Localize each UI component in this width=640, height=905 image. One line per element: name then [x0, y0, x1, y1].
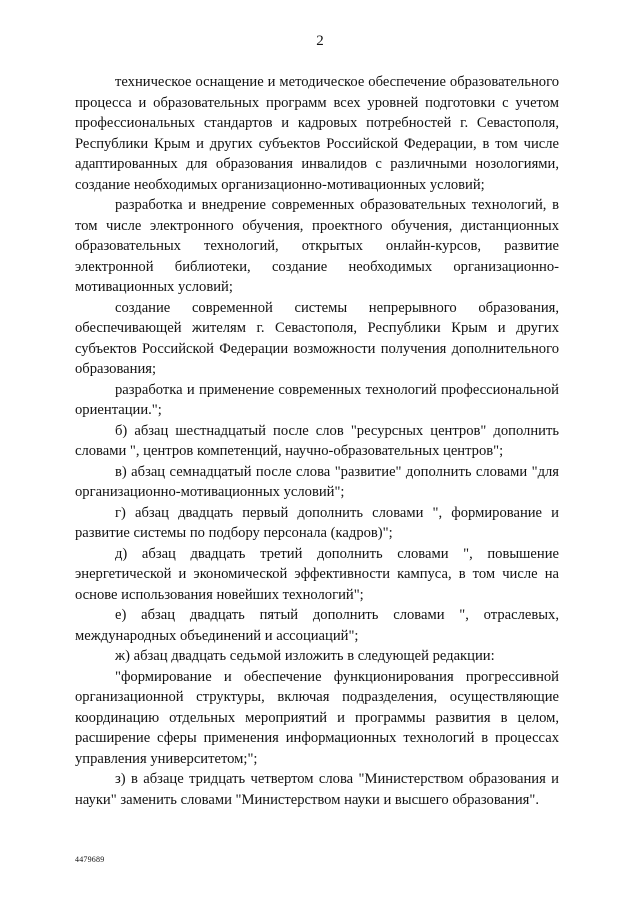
- paragraph-amendment-z: з) в абзаце тридцать четвертом слова "Министерством образования и науки" заменить словами "Министерством науки и высшего образования".: [75, 771, 559, 808]
- paragraph-technical-equipment: техническое оснащение и методическое обеспечение образовательного процесса и образовательных программ всех уровней подготовки с учетом профессиональных стандартов и кадровых потребностей г. Севастополя, Республики Крым и других субъектов Российской Федерации, в том числе адаптированных для образования инвалидов с различными нозологиями, создание необходимых организационно-мотивационных условий;: [75, 74, 559, 193]
- paragraph-amendment-v: в) абзац семнадцатый после слова "развитие" дополнить словами "для организационно-мотивационных условий";: [75, 463, 559, 500]
- paragraph-continuous-education: создание современной системы непрерывного образования, обеспечивающей жителям г. Севастополя, Республики Крым и других субъектов Российской Федерации возможности получения дополнительного образования;: [75, 299, 559, 377]
- document-body: [75, 72, 559, 810]
- paragraph-career-guidance: разработка и применение современных технологий профессиональной ориентации.";: [75, 381, 559, 418]
- page-number: 2: [316, 33, 324, 49]
- paragraph-amendment-d: д) абзац двадцать третий дополнить словами ", повышение энергетической и экономической эффективности кампуса, в том числе на основе использования новейших технологий";: [75, 545, 559, 603]
- paragraph-new-wording: "формирование и обеспечение функционирования прогрессивной организационной структуры, включая подразделения, осуществляющие координацию отдельных мероприятий и программы развития в целом, расширение сферы применения информационных технологий в процессах управления университетом;";: [75, 668, 559, 767]
- paragraph-amendment-e: е) абзац двадцать пятый дополнить словами ", отраслевых, международных объединений и ассоциаций";: [75, 607, 559, 644]
- paragraph-amendment-zh: ж) абзац двадцать седьмой изложить в следующей редакции:: [115, 648, 495, 664]
- document-code: 4479689: [75, 855, 105, 864]
- paragraph-amendment-b: б) абзац шестнадцатый после слов "ресурсных центров" дополнить словами ", центров компетенций, научно-образовательных центров";: [75, 422, 559, 459]
- paragraph-educational-technologies: разработка и внедрение современных образовательных технологий, в том числе электронного обучения, проектного обучения, дистанционных образовательных технологий, открытых онлайн-курсов, развитие электронной библиотеки, создание необходимых организационно-мотивационных условий;: [75, 197, 559, 295]
- paragraph-amendment-g: г) абзац двадцать первый дополнить словами ", формирование и развитие системы по подбору персонала (кадров)";: [75, 504, 559, 541]
